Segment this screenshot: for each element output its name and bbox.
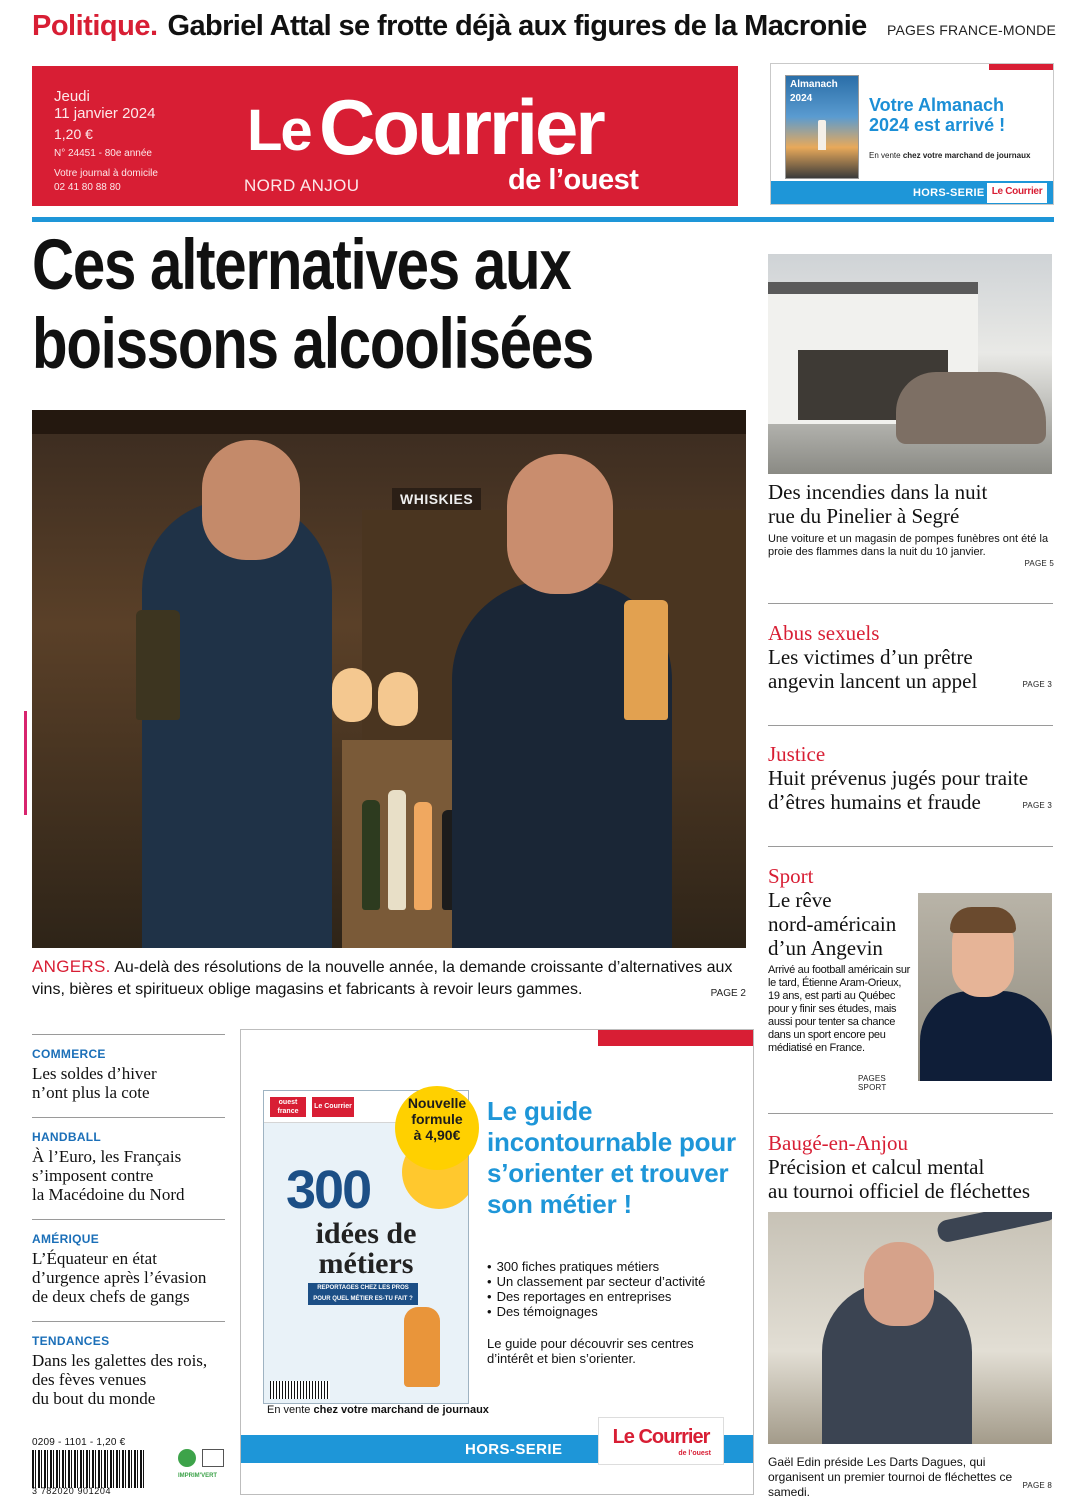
sport-story-kicker: Sport — [768, 864, 814, 888]
badge-line2: formule — [411, 1111, 463, 1127]
top-teaser[interactable] — [32, 10, 1056, 52]
main-headline-line2: boissons alcoolisées — [32, 305, 594, 384]
margin-mark — [24, 711, 27, 815]
imprim-vert-label: IMPRIM'VERT — [178, 1473, 218, 1479]
brief-commerce[interactable] — [32, 1047, 228, 1102]
photo-person-right-face — [507, 454, 613, 594]
almanach-ad-footer — [771, 181, 1053, 205]
sport-story-title-line3: d’un Angevin — [768, 936, 883, 960]
masthead-issue: N° 24451 - 80e année — [54, 148, 152, 159]
almanach-cover-year: 2024 — [790, 93, 813, 104]
barcode-code: 0209 - 1101 - 1,20 € — [32, 1437, 126, 1448]
guide-logo-sub: de l’ouest — [678, 1450, 711, 1457]
magazine-brand-courrier: Le Courrier — [312, 1097, 354, 1117]
magazine-strip: REPORTAGES CHEZ LES PROS POUR QUEL MÉTIER ES-TU FAIT ? — [308, 1283, 418, 1305]
fire-story[interactable] — [768, 480, 1054, 568]
photo-person-left-face — [202, 440, 300, 560]
brief-kicker: HANDBALL — [32, 1130, 102, 1144]
vente-prefix: En vente — [267, 1404, 311, 1416]
masthead-full-date: 11 janvier 2024 — [54, 105, 156, 122]
barcode-digits: 3 782020 901204 — [32, 1486, 112, 1496]
main-headline[interactable] — [32, 226, 754, 384]
brief-title-line3: du bout du monde — [32, 1389, 156, 1408]
brief-amerique[interactable] — [32, 1232, 228, 1306]
top-teaser-kicker: Politique. — [32, 10, 158, 42]
almanach-ad-subtitle — [869, 151, 1030, 160]
fire-photo[interactable] — [768, 254, 1052, 474]
bullet-item: • Des reportages en entreprises — [487, 1289, 747, 1304]
caption-page-ref: PAGE 2 — [710, 988, 746, 999]
darts-story-title-line2: au tournoi officiel de fléchettes — [768, 1179, 1031, 1203]
magazine-barcode — [270, 1381, 330, 1399]
fire-story-text: Une voiture et un magasin de pompes funèbres ont été la proie des flammes dans la nuit du 10 janvier. — [768, 533, 1049, 558]
photo-player-arm — [936, 1212, 1052, 1244]
photo-bottle — [388, 790, 406, 910]
almanach-sub-prefix: En vente — [869, 151, 901, 160]
sport-story-text: Arrivé au football américain sur le tard, Étienne Aram-Orieux, 19 ans, est parti au Québec pour y finir ses études, mais aussi pour tenter sa chance dans un sport encore peu médiatisé en France. — [768, 964, 911, 1054]
divider — [32, 1321, 225, 1322]
photo-burnt-car — [896, 372, 1046, 444]
brief-title-line1: L’Équateur en état — [32, 1249, 157, 1268]
justice-story-title-line1: Huit prévenus jugés pour traite — [768, 766, 1029, 790]
badge-line1: Nouvelle — [407, 1095, 467, 1111]
divider — [768, 603, 1053, 604]
brief-title-line1: Les soldes d’hiver — [32, 1064, 157, 1083]
main-photo[interactable] — [32, 410, 746, 948]
darts-story-title-line1: Précision et calcul mental — [768, 1155, 985, 1179]
photo-jersey — [920, 991, 1052, 1081]
almanach-cover-image — [785, 75, 859, 179]
abus-story-page: PAGE 3 — [1022, 680, 1052, 689]
main-photo-caption — [32, 956, 752, 1001]
abus-story-title-line2: angevin lancent un appel — [768, 669, 978, 693]
masthead-price: 1,20 € — [54, 126, 93, 142]
recycle-icon — [178, 1449, 196, 1467]
divider — [768, 846, 1053, 847]
logo-le: Le — [247, 98, 311, 163]
brief-title-line2: n’ont plus la cote — [32, 1083, 150, 1102]
brief-kicker: AMÉRIQUE — [32, 1232, 100, 1246]
sport-story-page: PAGES SPORT — [858, 1074, 887, 1092]
main-headline-line1: Ces alternatives aux — [32, 226, 571, 305]
darts-photo[interactable] — [768, 1212, 1052, 1444]
ad-accent-bar — [598, 1030, 754, 1046]
abus-story-kicker: Abus sexuels — [768, 621, 880, 645]
brief-kicker: TENDANCES — [32, 1334, 110, 1348]
guide-ad-logo — [598, 1417, 724, 1465]
photo-bottle — [362, 800, 380, 910]
magazine-number: 300 — [286, 1160, 371, 1220]
abus-story-title-line1: Les victimes d’un prêtre — [768, 645, 973, 669]
justice-story-kicker: Justice — [768, 742, 826, 766]
masthead — [32, 66, 738, 206]
bullet-item: • Des témoignages — [487, 1304, 747, 1319]
brief-title-line1: À l’Euro, les Français — [32, 1147, 182, 1166]
justice-story-title-line2: d’êtres humains et fraude — [768, 790, 981, 814]
darts-page: PAGE 8 — [1022, 1481, 1052, 1490]
magazine-title: idées de métiers — [315, 1217, 417, 1280]
badge-line3: à 4,90€ — [413, 1127, 461, 1143]
top-teaser-pages: PAGES FRANCE-MONDE — [886, 22, 1056, 38]
darts-story-kicker: Baugé-en-Anjou — [768, 1131, 908, 1155]
almanach-ad[interactable] — [770, 63, 1054, 205]
darts-caption-block — [768, 1455, 1054, 1500]
home-delivery-label: Votre journal à domicile — [54, 168, 158, 179]
almanach-cover-title: Almanach — [790, 79, 838, 90]
masthead-date — [54, 88, 155, 122]
photo-glass — [378, 672, 418, 726]
divider — [32, 1034, 225, 1035]
paper-icon — [202, 1449, 224, 1467]
justice-story-page: PAGE 3 — [1022, 801, 1052, 810]
darts-caption: Gaël Edin préside Les Darts Dagues, qui organisent un premier tournoi de fléchettes ce samedi. — [768, 1455, 1013, 1499]
photo-bottle — [414, 802, 432, 910]
caption-city: ANGERS. — [32, 957, 111, 976]
brief-title-line2: des fèves venues — [32, 1370, 147, 1389]
fire-story-page: PAGE 5 — [1024, 559, 1054, 568]
masthead-home-delivery — [54, 167, 158, 195]
fire-story-title-line2: rue du Pinelier à Segré — [768, 504, 960, 528]
almanach-sub-bold: chez votre marchand de journaux — [902, 151, 1031, 160]
sport-story-title-line2: nord-américain — [768, 912, 897, 936]
brief-title-line3: de deux chefs de gangs — [32, 1287, 190, 1306]
fire-story-title-line1: Des incendies dans la nuit — [768, 480, 988, 504]
magazine-illustration — [404, 1307, 440, 1387]
guide-ad-availability — [267, 1404, 489, 1416]
masthead-edition: NORD ANJOU — [244, 176, 360, 195]
barcode-block — [32, 1437, 224, 1497]
divider — [768, 725, 1053, 726]
photo-held-bottle-left — [136, 610, 180, 720]
guide-metiers-ad[interactable] — [240, 1029, 754, 1495]
divider — [32, 1117, 225, 1118]
ad-accent-bar — [989, 64, 1053, 70]
guide-ad-description: Le guide pour découvrir ses centres d’intérêt et bien s’orienter. — [487, 1336, 694, 1366]
sport-photo[interactable] — [918, 893, 1052, 1081]
photo-glass — [332, 668, 372, 722]
almanach-footer-logo: Le Courrier — [987, 183, 1047, 203]
price-badge — [395, 1086, 479, 1170]
brief-tendances[interactable] — [32, 1334, 228, 1408]
logo-courrier: Courrier — [319, 83, 603, 171]
bullet-item: • Un classement par secteur d’activité — [487, 1274, 747, 1289]
masthead-day: Jeudi — [54, 88, 90, 105]
almanach-ad-title: Votre Almanach 2024 est arrivé ! — [869, 95, 1006, 135]
brief-title-line3: la Macédoine du Nord — [32, 1185, 185, 1204]
vente-bold: chez votre marchand de journaux — [313, 1404, 489, 1416]
justice-story[interactable] — [768, 742, 1054, 814]
abus-story[interactable] — [768, 621, 1054, 693]
lighthouse-icon — [818, 120, 826, 150]
logo-de-l-ouest: de l’ouest — [508, 164, 639, 196]
brief-handball[interactable] — [32, 1130, 228, 1204]
guide-logo-name: Le Courrier — [612, 1426, 710, 1448]
top-teaser-headline[interactable]: Gabriel Attal se frotte déjà aux figures de la Macronie — [167, 10, 867, 42]
magazine-brand-ouest-france: ouest france — [270, 1097, 306, 1117]
hors-serie-label: HORS-SERIE — [913, 187, 985, 199]
guide-ad-title: Le guide incontournable pour s’orienter et trouver son métier ! — [487, 1096, 736, 1219]
photo-whiskies-sign: WHISKIES — [392, 488, 481, 510]
darts-story[interactable] — [768, 1131, 1054, 1203]
photo-player-face — [864, 1242, 934, 1326]
hors-serie-label: HORS-SERIE — [465, 1441, 563, 1458]
photo-held-bottle-right — [624, 600, 668, 720]
sport-story-title-line1: Le rêve — [768, 888, 832, 912]
photo-person-left — [142, 500, 332, 948]
brief-title-line2: s’imposent contre — [32, 1166, 154, 1185]
divider — [32, 1219, 225, 1220]
home-delivery-phone: 02 41 80 88 80 — [54, 182, 121, 193]
sport-story[interactable] — [768, 864, 916, 1092]
barcode-icon — [32, 1450, 144, 1488]
photo-ceiling — [32, 410, 746, 434]
brief-title-line1: Dans les galettes des rois, — [32, 1351, 208, 1370]
brief-kicker: COMMERCE — [32, 1047, 106, 1061]
caption-text: Au-delà des résolutions de la nouvelle année, la demande croissante d’alternatives aux vins, bières et spiritueux oblige magasins et fabricants à revoir leurs gammes. — [32, 959, 733, 998]
bullet-item: • 300 fiches pratiques métiers — [487, 1259, 747, 1274]
guide-ad-bullets — [487, 1259, 747, 1319]
section-divider — [32, 217, 1054, 222]
divider — [768, 1113, 1053, 1114]
photo-hair — [950, 907, 1016, 933]
brief-title-line2: d’urgence après l’évasion — [32, 1268, 207, 1287]
